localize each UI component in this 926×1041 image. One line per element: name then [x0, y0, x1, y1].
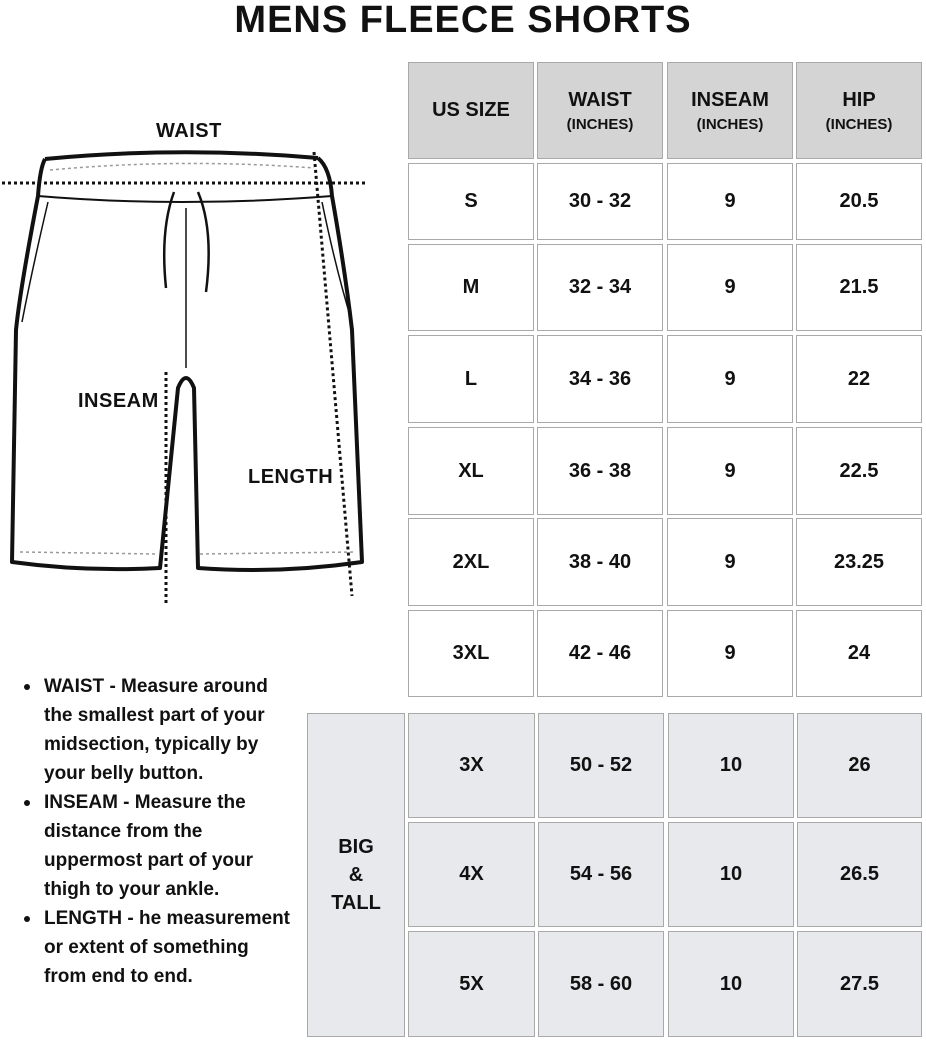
table-cell: 9 — [667, 427, 793, 515]
table-cell: 38 - 40 — [537, 518, 663, 606]
table-cell: S — [408, 163, 534, 240]
header-label: HIP — [842, 88, 876, 111]
table-cell: 22 — [796, 335, 922, 423]
table-cell: 26.5 — [797, 822, 922, 927]
table-cell: 32 - 34 — [537, 244, 663, 331]
table-cell: 42 - 46 — [537, 610, 663, 697]
header-label: INSEAM — [691, 88, 769, 111]
table-cell: 22.5 — [796, 427, 922, 515]
table-cell: 9 — [667, 335, 793, 423]
table-cell: L — [408, 335, 534, 423]
big-tall-label-line: & — [348, 864, 364, 886]
table-cell: 24 — [796, 610, 922, 697]
header-waist — [537, 62, 663, 159]
table-cell: 20.5 — [796, 163, 922, 240]
big-tall-label-line: TALL — [331, 892, 381, 914]
table-cell: XL — [408, 427, 534, 515]
table-cell: 9 — [667, 163, 793, 240]
note-waist: WAIST - Measure around the smallest part of your midsection, typically by your belly button. — [20, 672, 295, 788]
table-cell: 9 — [667, 610, 793, 697]
table-cell: 50 - 52 — [538, 713, 664, 818]
page-title: MENS FLEECE SHORTS — [234, 0, 692, 41]
table-cell: 23.25 — [796, 518, 922, 606]
table-cell: 10 — [668, 713, 794, 818]
waist-label: WAIST — [156, 120, 222, 142]
table-cell: 2XL — [408, 518, 534, 606]
table-cell: 54 - 56 — [538, 822, 664, 927]
table-cell: 10 — [668, 822, 794, 927]
measurement-notes — [20, 672, 295, 991]
table-cell: 58 - 60 — [538, 931, 664, 1037]
table-cell: 3X — [408, 713, 535, 818]
header-hip — [796, 62, 922, 159]
length-label: LENGTH — [248, 466, 334, 488]
table-cell: 34 - 36 — [537, 335, 663, 423]
shorts-outline-icon — [0, 110, 380, 610]
header-unit: (INCHES) — [825, 115, 893, 133]
table-cell: 4X — [408, 822, 535, 927]
big-tall-label — [307, 713, 405, 1037]
header-label: US SIZE — [432, 99, 510, 121]
header-unit: (INCHES) — [566, 115, 634, 133]
table-cell: 10 — [668, 931, 794, 1037]
table-cell: 5X — [408, 931, 535, 1037]
table-cell: 9 — [667, 244, 793, 331]
shorts-diagram — [0, 110, 380, 610]
table-cell: 27.5 — [797, 931, 922, 1037]
table-cell: 21.5 — [796, 244, 922, 331]
table-cell: 30 - 32 — [537, 163, 663, 240]
big-tall-label-line: BIG — [338, 836, 374, 858]
note-inseam: INSEAM - Measure the distance from the uppermost part of your thigh to your ankle. — [20, 788, 295, 904]
header-inseam — [667, 62, 793, 159]
header-us-size — [408, 62, 534, 159]
table-cell: 9 — [667, 518, 793, 606]
table-cell: 3XL — [408, 610, 534, 697]
table-cell: M — [408, 244, 534, 331]
header-unit: (INCHES) — [696, 115, 764, 133]
inseam-label: INSEAM — [78, 390, 159, 412]
note-length: LENGTH - he measurement or extent of something from end to end. — [20, 904, 295, 991]
header-label: WAIST — [568, 88, 632, 111]
table-cell: 36 - 38 — [537, 427, 663, 515]
table-cell: 26 — [797, 713, 922, 818]
